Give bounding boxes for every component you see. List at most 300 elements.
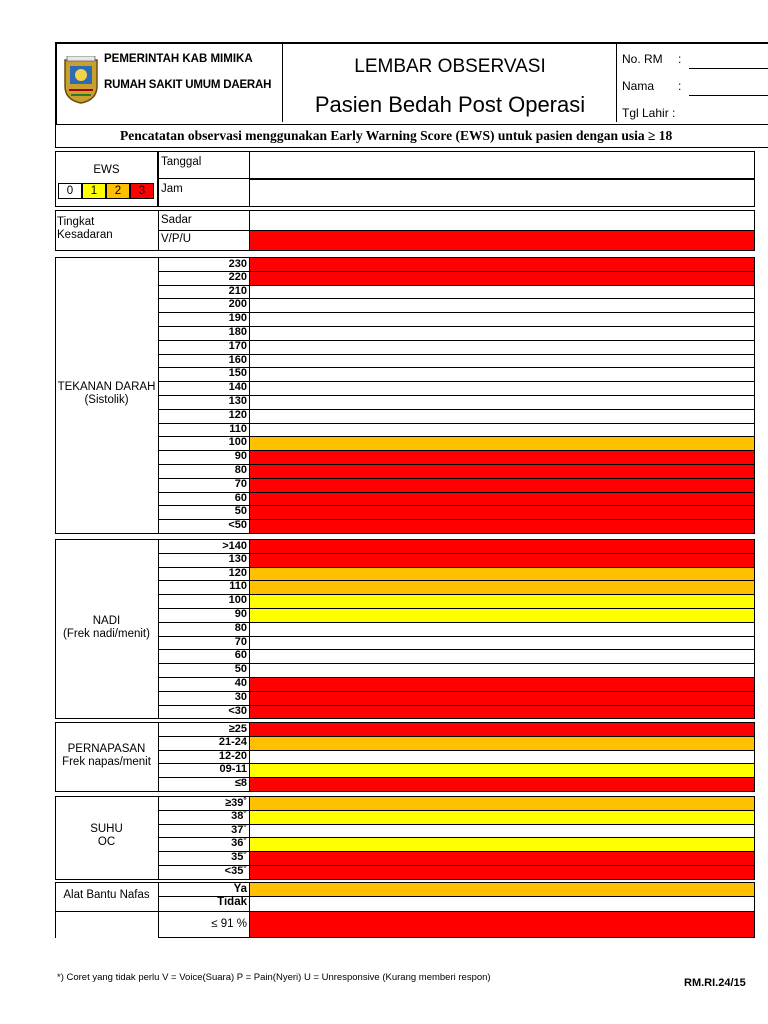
- row-suhu-cell[interactable]: [653, 837, 688, 852]
- row-suhu-cell[interactable]: [720, 865, 755, 880]
- row-tekanan-darah-cell[interactable]: [586, 436, 621, 451]
- row-suhu-cell[interactable]: [687, 796, 722, 811]
- row-pernapasan-cell[interactable]: [384, 722, 419, 737]
- row-tekanan-darah-cell[interactable]: [317, 326, 352, 341]
- row-tingkat-cell[interactable]: [687, 210, 722, 231]
- row-tekanan-darah-cell[interactable]: [351, 257, 386, 272]
- row-tekanan-darah-cell[interactable]: [418, 395, 453, 410]
- row-alat-bantu-nafas-cell[interactable]: [586, 896, 621, 911]
- row-tekanan-darah-cell[interactable]: [384, 326, 419, 341]
- row-tekanan-darah-cell[interactable]: [284, 395, 319, 410]
- row-tingkat-cell[interactable]: [351, 230, 386, 251]
- row-tekanan-darah-cell[interactable]: [552, 257, 587, 272]
- row-pernapasan-cell[interactable]: [586, 777, 621, 792]
- row-tekanan-darah-cell[interactable]: [418, 409, 453, 424]
- row-jam-cell[interactable]: [687, 179, 722, 207]
- row-tekanan-darah-cell[interactable]: [687, 257, 722, 272]
- row-tekanan-darah-cell[interactable]: [720, 450, 755, 465]
- row-tekanan-darah-cell[interactable]: [586, 478, 621, 493]
- row-tekanan-darah-cell[interactable]: [384, 423, 419, 438]
- row-nadi-cell[interactable]: [452, 567, 487, 582]
- row-tekanan-darah-cell[interactable]: [384, 492, 419, 507]
- row-tekanan-darah-cell[interactable]: [519, 340, 554, 355]
- row-pernapasan-cell[interactable]: [720, 736, 755, 751]
- row-suhu-cell[interactable]: [284, 865, 319, 880]
- row-tekanan-darah-cell[interactable]: [384, 312, 419, 327]
- row-tekanan-darah-cell[interactable]: [653, 395, 688, 410]
- row-pernapasan-cell[interactable]: [284, 777, 319, 792]
- row-tekanan-darah-cell[interactable]: [586, 298, 621, 313]
- row-nadi-cell[interactable]: [687, 677, 722, 692]
- row-nadi-cell[interactable]: [384, 691, 419, 706]
- row-jam-cell[interactable]: [250, 179, 285, 207]
- row-tekanan-darah-cell[interactable]: [317, 505, 352, 520]
- row-tekanan-darah-cell[interactable]: [653, 271, 688, 286]
- row-tekanan-darah-cell[interactable]: [620, 367, 655, 382]
- row-pernapasan-cell[interactable]: [586, 763, 621, 778]
- row-alat-bantu-nafas-cell[interactable]: [653, 882, 688, 897]
- row-pernapasan-cell[interactable]: [653, 777, 688, 792]
- row-tekanan-darah-cell[interactable]: [586, 326, 621, 341]
- row-suhu-cell[interactable]: [586, 837, 621, 852]
- row-suhu-cell[interactable]: [418, 837, 453, 852]
- row-tekanan-darah-cell[interactable]: [485, 492, 520, 507]
- row-tekanan-darah-cell[interactable]: [653, 409, 688, 424]
- row-suhu-cell[interactable]: [552, 810, 587, 825]
- row-tanggal-cell[interactable]: [250, 151, 285, 179]
- row-tekanan-darah-cell[interactable]: [452, 326, 487, 341]
- row-tekanan-darah-cell[interactable]: [452, 298, 487, 313]
- row-tekanan-darah-cell[interactable]: [351, 381, 386, 396]
- row-tekanan-darah-cell[interactable]: [351, 298, 386, 313]
- row-nadi-cell[interactable]: [586, 580, 621, 595]
- row-nadi-cell[interactable]: [485, 705, 520, 720]
- row-tekanan-darah-cell[interactable]: [250, 409, 285, 424]
- row-nadi-cell[interactable]: [452, 636, 487, 651]
- row-nadi-cell[interactable]: [485, 622, 520, 637]
- row-tekanan-darah-cell[interactable]: [653, 354, 688, 369]
- row-alat-bantu-nafas-cell[interactable]: [620, 896, 655, 911]
- row-tekanan-darah-cell[interactable]: [317, 271, 352, 286]
- row-pernapasan-cell[interactable]: [250, 777, 285, 792]
- row-nadi-cell[interactable]: [384, 594, 419, 609]
- row-tekanan-darah-cell[interactable]: [250, 298, 285, 313]
- row-tekanan-darah-cell[interactable]: [351, 271, 386, 286]
- row-tekanan-darah-cell[interactable]: [351, 464, 386, 479]
- row-nadi-cell[interactable]: [317, 677, 352, 692]
- row-tekanan-darah-cell[interactable]: [620, 409, 655, 424]
- row-suhu-cell[interactable]: [720, 851, 755, 866]
- row-tekanan-darah-cell[interactable]: [687, 298, 722, 313]
- row-suhu-cell[interactable]: [687, 824, 722, 839]
- row-nadi-cell[interactable]: [552, 594, 587, 609]
- row-jam-cell[interactable]: [720, 179, 755, 207]
- row-tekanan-darah-cell[interactable]: [720, 478, 755, 493]
- row-tekanan-darah-cell[interactable]: [552, 450, 587, 465]
- row-suhu-cell[interactable]: [586, 851, 621, 866]
- row-tekanan-darah-cell[interactable]: [485, 464, 520, 479]
- row-suhu-cell[interactable]: [485, 865, 520, 880]
- row-pernapasan-cell[interactable]: [653, 722, 688, 737]
- row-tekanan-darah-cell[interactable]: [653, 298, 688, 313]
- row-tekanan-darah-cell[interactable]: [687, 354, 722, 369]
- row-nadi-cell[interactable]: [519, 636, 554, 651]
- row-nadi-cell[interactable]: [720, 553, 755, 568]
- row-nadi-cell[interactable]: [351, 539, 386, 554]
- row-jam-cell[interactable]: [317, 179, 352, 207]
- row-tekanan-darah-cell[interactable]: [720, 271, 755, 286]
- row-tekanan-darah-cell[interactable]: [620, 340, 655, 355]
- row-spo2-cell[interactable]: [317, 911, 352, 938]
- row-nadi-cell[interactable]: [351, 622, 386, 637]
- row-pernapasan-cell[interactable]: [519, 750, 554, 765]
- row-tekanan-darah-cell[interactable]: [586, 354, 621, 369]
- row-tekanan-darah-cell[interactable]: [317, 257, 352, 272]
- row-suhu-cell[interactable]: [351, 837, 386, 852]
- row-tanggal-cell[interactable]: [485, 151, 520, 179]
- row-pernapasan-cell[interactable]: [519, 722, 554, 737]
- row-tekanan-darah-cell[interactable]: [250, 257, 285, 272]
- row-tekanan-darah-cell[interactable]: [586, 312, 621, 327]
- row-suhu-cell[interactable]: [687, 810, 722, 825]
- row-tekanan-darah-cell[interactable]: [519, 395, 554, 410]
- row-tekanan-darah-cell[interactable]: [452, 340, 487, 355]
- row-tekanan-darah-cell[interactable]: [284, 505, 319, 520]
- row-pernapasan-cell[interactable]: [317, 750, 352, 765]
- row-nadi-cell[interactable]: [351, 580, 386, 595]
- row-nadi-cell[interactable]: [284, 594, 319, 609]
- row-nadi-cell[interactable]: [418, 649, 453, 664]
- row-suhu-cell[interactable]: [519, 865, 554, 880]
- row-tekanan-darah-cell[interactable]: [317, 478, 352, 493]
- row-suhu-cell[interactable]: [519, 824, 554, 839]
- row-tanggal-cell[interactable]: [317, 151, 352, 179]
- row-pernapasan-cell[interactable]: [250, 736, 285, 751]
- row-nadi-cell[interactable]: [250, 691, 285, 706]
- row-jam-cell[interactable]: [653, 179, 688, 207]
- row-tekanan-darah-cell[interactable]: [452, 271, 487, 286]
- row-tekanan-darah-cell[interactable]: [317, 340, 352, 355]
- row-suhu-cell[interactable]: [519, 851, 554, 866]
- row-tekanan-darah-cell[interactable]: [284, 285, 319, 300]
- row-tekanan-darah-cell[interactable]: [250, 492, 285, 507]
- row-tanggal-cell[interactable]: [284, 151, 319, 179]
- row-tekanan-darah-cell[interactable]: [586, 492, 621, 507]
- row-pernapasan-cell[interactable]: [519, 763, 554, 778]
- row-tingkat-cell[interactable]: [586, 230, 621, 251]
- row-tekanan-darah-cell[interactable]: [418, 505, 453, 520]
- row-suhu-cell[interactable]: [250, 810, 285, 825]
- row-tekanan-darah-cell[interactable]: [384, 409, 419, 424]
- row-tekanan-darah-cell[interactable]: [519, 423, 554, 438]
- row-tekanan-darah-cell[interactable]: [586, 395, 621, 410]
- row-tekanan-darah-cell[interactable]: [620, 492, 655, 507]
- row-nadi-cell[interactable]: [720, 677, 755, 692]
- row-tekanan-darah-cell[interactable]: [284, 464, 319, 479]
- row-tekanan-darah-cell[interactable]: [384, 436, 419, 451]
- row-nadi-cell[interactable]: [620, 705, 655, 720]
- row-alat-bantu-nafas-cell[interactable]: [552, 882, 587, 897]
- row-nadi-cell[interactable]: [284, 608, 319, 623]
- row-nadi-cell[interactable]: [687, 649, 722, 664]
- row-alat-bantu-nafas-cell[interactable]: [653, 896, 688, 911]
- row-tekanan-darah-cell[interactable]: [485, 285, 520, 300]
- row-tingkat-cell[interactable]: [250, 230, 285, 251]
- row-tekanan-darah-cell[interactable]: [687, 367, 722, 382]
- row-suhu-cell[interactable]: [552, 837, 587, 852]
- row-nadi-cell[interactable]: [284, 622, 319, 637]
- row-pernapasan-cell[interactable]: [418, 777, 453, 792]
- row-nadi-cell[interactable]: [519, 705, 554, 720]
- row-tekanan-darah-cell[interactable]: [687, 340, 722, 355]
- row-suhu-cell[interactable]: [418, 851, 453, 866]
- row-nadi-cell[interactable]: [384, 580, 419, 595]
- row-tekanan-darah-cell[interactable]: [250, 395, 285, 410]
- row-tekanan-darah-cell[interactable]: [552, 436, 587, 451]
- row-tingkat-cell[interactable]: [452, 230, 487, 251]
- row-tekanan-darah-cell[interactable]: [552, 340, 587, 355]
- row-tekanan-darah-cell[interactable]: [552, 271, 587, 286]
- row-tingkat-cell[interactable]: [284, 230, 319, 251]
- row-nadi-cell[interactable]: [317, 649, 352, 664]
- row-tekanan-darah-cell[interactable]: [284, 478, 319, 493]
- row-spo2-cell[interactable]: [620, 911, 655, 938]
- row-tekanan-darah-cell[interactable]: [620, 298, 655, 313]
- row-jam-cell[interactable]: [284, 179, 319, 207]
- row-tekanan-darah-cell[interactable]: [519, 492, 554, 507]
- row-suhu-cell[interactable]: [384, 810, 419, 825]
- row-tekanan-darah-cell[interactable]: [519, 505, 554, 520]
- row-suhu-cell[interactable]: [317, 810, 352, 825]
- row-tekanan-darah-cell[interactable]: [284, 409, 319, 424]
- row-nadi-cell[interactable]: [552, 539, 587, 554]
- row-nadi-cell[interactable]: [250, 594, 285, 609]
- row-pernapasan-cell[interactable]: [620, 736, 655, 751]
- row-nadi-cell[interactable]: [418, 608, 453, 623]
- row-tekanan-darah-cell[interactable]: [720, 326, 755, 341]
- row-tekanan-darah-cell[interactable]: [485, 519, 520, 534]
- row-nadi-cell[interactable]: [384, 636, 419, 651]
- row-tekanan-darah-cell[interactable]: [687, 409, 722, 424]
- row-suhu-cell[interactable]: [519, 837, 554, 852]
- row-suhu-cell[interactable]: [485, 837, 520, 852]
- row-tekanan-darah-cell[interactable]: [452, 519, 487, 534]
- row-tekanan-darah-cell[interactable]: [317, 450, 352, 465]
- row-suhu-cell[interactable]: [317, 796, 352, 811]
- row-nadi-cell[interactable]: [351, 636, 386, 651]
- row-nadi-cell[interactable]: [351, 649, 386, 664]
- row-tekanan-darah-cell[interactable]: [418, 423, 453, 438]
- row-nadi-cell[interactable]: [351, 567, 386, 582]
- row-tekanan-darah-cell[interactable]: [452, 464, 487, 479]
- row-tekanan-darah-cell[interactable]: [317, 285, 352, 300]
- row-tekanan-darah-cell[interactable]: [720, 409, 755, 424]
- row-tekanan-darah-cell[interactable]: [384, 298, 419, 313]
- row-jam-cell[interactable]: [384, 179, 419, 207]
- row-nadi-cell[interactable]: [586, 691, 621, 706]
- row-tekanan-darah-cell[interactable]: [485, 423, 520, 438]
- row-pernapasan-cell[interactable]: [418, 750, 453, 765]
- row-tekanan-darah-cell[interactable]: [720, 423, 755, 438]
- row-nadi-cell[interactable]: [485, 553, 520, 568]
- row-nadi-cell[interactable]: [620, 553, 655, 568]
- row-nadi-cell[interactable]: [586, 594, 621, 609]
- row-spo2-cell[interactable]: [485, 911, 520, 938]
- row-alat-bantu-nafas-cell[interactable]: [720, 896, 755, 911]
- row-tekanan-darah-cell[interactable]: [284, 340, 319, 355]
- row-nadi-cell[interactable]: [250, 677, 285, 692]
- row-tekanan-darah-cell[interactable]: [384, 478, 419, 493]
- row-nadi-cell[interactable]: [653, 567, 688, 582]
- row-tingkat-cell[interactable]: [284, 210, 319, 231]
- row-tekanan-darah-cell[interactable]: [687, 478, 722, 493]
- row-pernapasan-cell[interactable]: [653, 763, 688, 778]
- row-pernapasan-cell[interactable]: [485, 777, 520, 792]
- row-nadi-cell[interactable]: [720, 594, 755, 609]
- row-nadi-cell[interactable]: [519, 649, 554, 664]
- row-tekanan-darah-cell[interactable]: [620, 381, 655, 396]
- row-suhu-cell[interactable]: [720, 810, 755, 825]
- row-nadi-cell[interactable]: [586, 663, 621, 678]
- row-nadi-cell[interactable]: [250, 636, 285, 651]
- row-tingkat-cell[interactable]: [250, 210, 285, 231]
- row-tanggal-cell[interactable]: [620, 151, 655, 179]
- row-nadi-cell[interactable]: [250, 580, 285, 595]
- row-nadi-cell[interactable]: [317, 622, 352, 637]
- row-nadi-cell[interactable]: [284, 649, 319, 664]
- row-tekanan-darah-cell[interactable]: [552, 464, 587, 479]
- row-tingkat-cell[interactable]: [485, 210, 520, 231]
- row-nadi-cell[interactable]: [317, 539, 352, 554]
- row-tekanan-darah-cell[interactable]: [284, 271, 319, 286]
- row-tingkat-cell[interactable]: [384, 210, 419, 231]
- row-tekanan-darah-cell[interactable]: [653, 381, 688, 396]
- row-spo2-cell[interactable]: [418, 911, 453, 938]
- row-tekanan-darah-cell[interactable]: [653, 519, 688, 534]
- row-tekanan-darah-cell[interactable]: [485, 367, 520, 382]
- row-nadi-cell[interactable]: [384, 608, 419, 623]
- row-nadi-cell[interactable]: [586, 553, 621, 568]
- row-tekanan-darah-cell[interactable]: [687, 519, 722, 534]
- row-pernapasan-cell[interactable]: [620, 763, 655, 778]
- row-alat-bantu-nafas-cell[interactable]: [284, 896, 319, 911]
- row-suhu-cell[interactable]: [620, 810, 655, 825]
- row-tekanan-darah-cell[interactable]: [620, 505, 655, 520]
- row-nadi-cell[interactable]: [317, 594, 352, 609]
- row-tekanan-darah-cell[interactable]: [687, 326, 722, 341]
- row-suhu-cell[interactable]: [351, 810, 386, 825]
- row-tekanan-darah-cell[interactable]: [586, 505, 621, 520]
- row-tekanan-darah-cell[interactable]: [653, 492, 688, 507]
- row-nadi-cell[interactable]: [620, 677, 655, 692]
- row-tekanan-darah-cell[interactable]: [620, 450, 655, 465]
- row-nadi-cell[interactable]: [687, 594, 722, 609]
- row-suhu-cell[interactable]: [284, 796, 319, 811]
- row-tekanan-darah-cell[interactable]: [485, 381, 520, 396]
- row-alat-bantu-nafas-cell[interactable]: [351, 882, 386, 897]
- row-tekanan-darah-cell[interactable]: [452, 478, 487, 493]
- row-suhu-cell[interactable]: [418, 796, 453, 811]
- row-suhu-cell[interactable]: [485, 851, 520, 866]
- row-alat-bantu-nafas-cell[interactable]: [452, 896, 487, 911]
- row-nadi-cell[interactable]: [519, 663, 554, 678]
- row-tekanan-darah-cell[interactable]: [351, 423, 386, 438]
- row-nadi-cell[interactable]: [552, 567, 587, 582]
- row-suhu-cell[interactable]: [586, 796, 621, 811]
- row-nadi-cell[interactable]: [720, 649, 755, 664]
- row-pernapasan-cell[interactable]: [418, 736, 453, 751]
- row-tanggal-cell[interactable]: [519, 151, 554, 179]
- row-nadi-cell[interactable]: [519, 594, 554, 609]
- row-tekanan-darah-cell[interactable]: [317, 409, 352, 424]
- row-nadi-cell[interactable]: [452, 677, 487, 692]
- row-pernapasan-cell[interactable]: [620, 777, 655, 792]
- row-suhu-cell[interactable]: [317, 837, 352, 852]
- row-tingkat-cell[interactable]: [351, 210, 386, 231]
- row-nadi-cell[interactable]: [418, 663, 453, 678]
- row-pernapasan-cell[interactable]: [351, 750, 386, 765]
- row-pernapasan-cell[interactable]: [250, 722, 285, 737]
- row-tekanan-darah-cell[interactable]: [317, 381, 352, 396]
- row-tekanan-darah-cell[interactable]: [552, 367, 587, 382]
- row-nadi-cell[interactable]: [317, 553, 352, 568]
- row-tingkat-cell[interactable]: [653, 230, 688, 251]
- row-nadi-cell[interactable]: [284, 677, 319, 692]
- row-tekanan-darah-cell[interactable]: [284, 257, 319, 272]
- row-tekanan-darah-cell[interactable]: [384, 257, 419, 272]
- row-alat-bantu-nafas-cell[interactable]: [687, 896, 722, 911]
- row-nadi-cell[interactable]: [418, 580, 453, 595]
- row-tekanan-darah-cell[interactable]: [552, 312, 587, 327]
- row-nadi-cell[interactable]: [687, 636, 722, 651]
- row-alat-bantu-nafas-cell[interactable]: [384, 882, 419, 897]
- row-nadi-cell[interactable]: [720, 580, 755, 595]
- row-tekanan-darah-cell[interactable]: [384, 271, 419, 286]
- row-nadi-cell[interactable]: [317, 567, 352, 582]
- row-tekanan-darah-cell[interactable]: [351, 450, 386, 465]
- row-tekanan-darah-cell[interactable]: [485, 450, 520, 465]
- row-tekanan-darah-cell[interactable]: [485, 340, 520, 355]
- row-tekanan-darah-cell[interactable]: [519, 298, 554, 313]
- row-tekanan-darah-cell[interactable]: [418, 257, 453, 272]
- row-tekanan-darah-cell[interactable]: [250, 519, 285, 534]
- row-tekanan-darah-cell[interactable]: [250, 478, 285, 493]
- row-nadi-cell[interactable]: [485, 580, 520, 595]
- row-nadi-cell[interactable]: [653, 608, 688, 623]
- row-tekanan-darah-cell[interactable]: [452, 409, 487, 424]
- row-nadi-cell[interactable]: [384, 622, 419, 637]
- row-pernapasan-cell[interactable]: [250, 750, 285, 765]
- row-nadi-cell[interactable]: [351, 608, 386, 623]
- row-pernapasan-cell[interactable]: [519, 736, 554, 751]
- row-suhu-cell[interactable]: [519, 796, 554, 811]
- row-suhu-cell[interactable]: [351, 865, 386, 880]
- row-tingkat-cell[interactable]: [687, 230, 722, 251]
- row-tekanan-darah-cell[interactable]: [720, 492, 755, 507]
- row-pernapasan-cell[interactable]: [452, 722, 487, 737]
- row-tekanan-darah-cell[interactable]: [452, 381, 487, 396]
- row-tekanan-darah-cell[interactable]: [653, 478, 688, 493]
- row-tekanan-darah-cell[interactable]: [687, 285, 722, 300]
- row-suhu-cell[interactable]: [351, 851, 386, 866]
- row-tekanan-darah-cell[interactable]: [351, 285, 386, 300]
- row-nadi-cell[interactable]: [620, 649, 655, 664]
- row-tekanan-darah-cell[interactable]: [418, 450, 453, 465]
- row-nadi-cell[interactable]: [687, 553, 722, 568]
- row-tekanan-darah-cell[interactable]: [720, 354, 755, 369]
- row-pernapasan-cell[interactable]: [485, 763, 520, 778]
- row-nadi-cell[interactable]: [250, 622, 285, 637]
